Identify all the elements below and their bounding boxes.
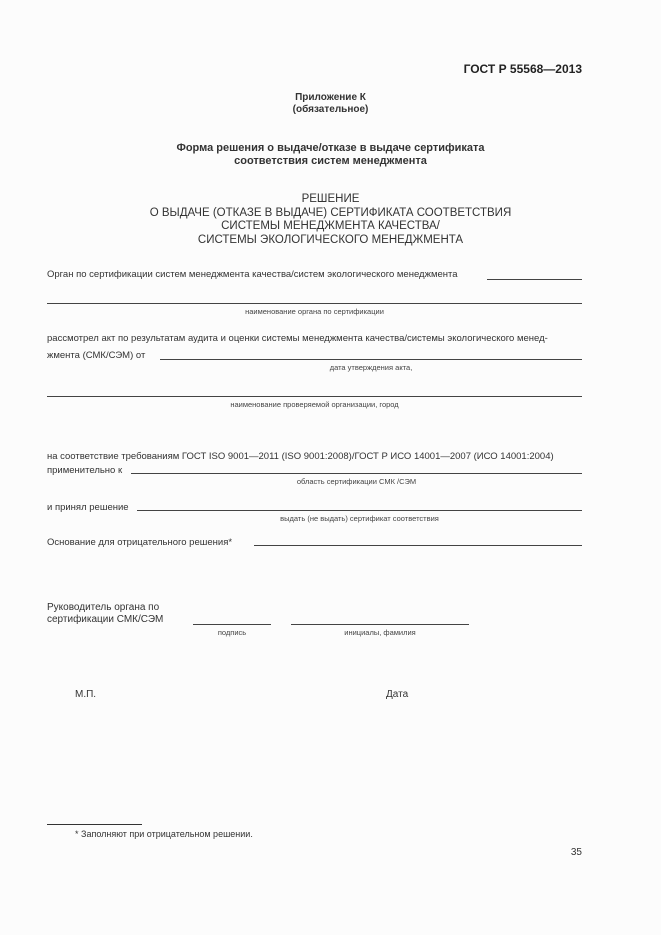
footnote-divider <box>47 824 142 825</box>
signature-caption: подпись <box>217 628 247 637</box>
signature-label <box>47 602 163 626</box>
footnote-text: * Заполняют при отрицательном решении. <box>75 829 253 839</box>
organization-caption: наименование проверяемой организации, город <box>230 400 399 409</box>
decision-title-line2: О ВЫДАЧЕ (ОТКАЗЕ В ВЫДАЧЕ) СЕРТИФИКАТА СООТВЕТСТВИЯ <box>149 206 512 219</box>
decision-title-line4: СИСТЕМЫ ЭКОЛОГИЧЕСКОГО МЕНЕДЖМЕНТА <box>197 233 464 246</box>
form-title <box>0 142 661 168</box>
decision-field[interactable] <box>137 510 582 511</box>
cert-body-caption: наименование органа по сертификации <box>245 307 384 316</box>
decision-title <box>0 193 661 247</box>
refusal-basis-label: Основание для отрицательного решения* <box>47 537 233 548</box>
act-date-field[interactable] <box>160 359 582 360</box>
page-number: 35 <box>570 847 582 858</box>
scope-field[interactable] <box>131 473 582 474</box>
appendix-heading <box>0 92 661 116</box>
date-label: Дата <box>386 689 409 700</box>
form-title-line2: соответствия систем менеджмента <box>234 155 427 167</box>
scope-caption: область сертификации СМК /СЭМ <box>296 477 417 486</box>
decision-caption: выдать (не выдать) сертификат соответствия <box>280 514 439 523</box>
act-date-caption: дата утверждения акта, <box>329 363 413 372</box>
signature-label-line2: сертификации СМК/СЭМ <box>47 614 164 625</box>
name-caption: инициалы, фамилия <box>344 628 416 637</box>
signature-field[interactable] <box>193 624 271 625</box>
appendix-title: Приложение К <box>295 92 366 103</box>
scope-label-line2: применительно к <box>47 465 123 476</box>
decision-title-line3: СИСТЕМЫ МЕНЕДЖМЕНТА КАЧЕСТВА/ <box>221 220 440 232</box>
seal-label: М.П. <box>75 689 97 700</box>
form-title-line1: Форма решения о выдаче/отказе в выдаче сертификата <box>176 142 485 154</box>
cert-body-field[interactable] <box>47 303 582 304</box>
decision-title-line1: РЕШЕНИЕ <box>301 193 360 205</box>
cert-body-label: Орган по сертификации систем менеджмента качества/систем экологического менеджмента <box>47 269 458 280</box>
scope-label-line1: на соответствие требованиям ГОСТ ISO 9001—2011 (ISO 9001:2008)/ГОСТ Р ИСО 14001—2007 (ИСО 14001:2004) <box>47 451 554 462</box>
act-review-label-line2: жмента (СМК/СЭМ) от <box>47 350 146 361</box>
appendix-status: (обязательное) <box>292 104 369 115</box>
name-field[interactable] <box>291 624 469 625</box>
signature-label-line1: Руководитель органа по <box>47 602 160 613</box>
organization-field[interactable] <box>47 396 582 397</box>
cert-body-field-short[interactable] <box>487 279 582 280</box>
decision-label: и принял решение <box>47 502 129 513</box>
document-code: ГОСТ Р 55568—2013 <box>463 62 582 76</box>
act-review-label-line1: рассмотрел акт по результатам аудита и оценки системы менеджмента качества/системы экологического менед- <box>47 333 548 344</box>
refusal-basis-field[interactable] <box>254 545 582 546</box>
